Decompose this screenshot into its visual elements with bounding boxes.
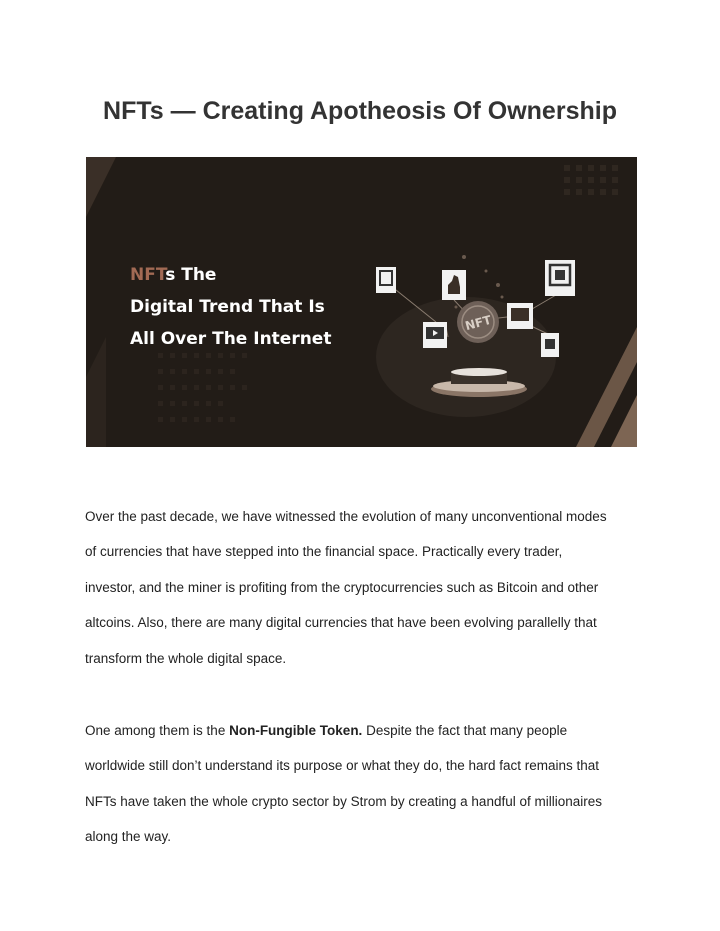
page-title: NFTs — Creating Apotheosis Of Ownership: [103, 97, 617, 125]
hero-heading-line3: All Over The Internet: [130, 329, 332, 349]
nft-paragraph: [85, 713, 645, 855]
paragraph-line: along the way.: [85, 829, 172, 845]
nft-coin-icon: [457, 301, 499, 343]
nft-card-icon-4: [507, 303, 533, 329]
bold-term: Non-Fungible Token.: [229, 723, 363, 738]
paragraph-line: of currencies that have stepped into the financial space. Practically every trader,: [85, 544, 563, 560]
paragraph-line: Over the past decade, we have witnessed the evolution of many unconventional modes: [85, 509, 607, 524]
paragraph-line: worldwide still don’t understand its purpose or what they do, the hard fact remains that: [85, 758, 600, 774]
video-card-icon: [423, 322, 447, 348]
document-card-icon: [541, 333, 559, 357]
nft-card-icon-3: [545, 260, 575, 296]
paragraph-text: Despite the fact that many people: [362, 723, 568, 738]
paragraph-line: altcoins. Also, there are many digital currencies that have been evolving parallelly that: [85, 615, 597, 631]
paragraph-line: [85, 713, 645, 748]
paragraph-text: One among them is the: [85, 723, 230, 738]
paragraph-line: transform the whole digital space.: [85, 650, 287, 666]
hero-stripe-left: [86, 157, 116, 217]
hero-image: [86, 157, 637, 447]
nft-card-icon-2: [442, 270, 466, 300]
nft-card-icon-1: [376, 267, 396, 293]
hero-heading-line1: s The: [165, 265, 217, 285]
paragraph-line: investor, and the miner is profiting from the cryptocurrencies such as Bitcoin and other: [85, 579, 599, 595]
hero-heading-accent: NFT: [130, 265, 166, 285]
hero-heading: [130, 259, 331, 355]
paragraph-line: NFTs have taken the whole crypto sector by Strom by creating a handful of millionaires: [85, 793, 602, 809]
intro-paragraph: [85, 499, 645, 676]
svg-text:NFT: NFT: [463, 312, 493, 334]
hero-heading-line2: Digital Trend That Is: [130, 297, 325, 317]
